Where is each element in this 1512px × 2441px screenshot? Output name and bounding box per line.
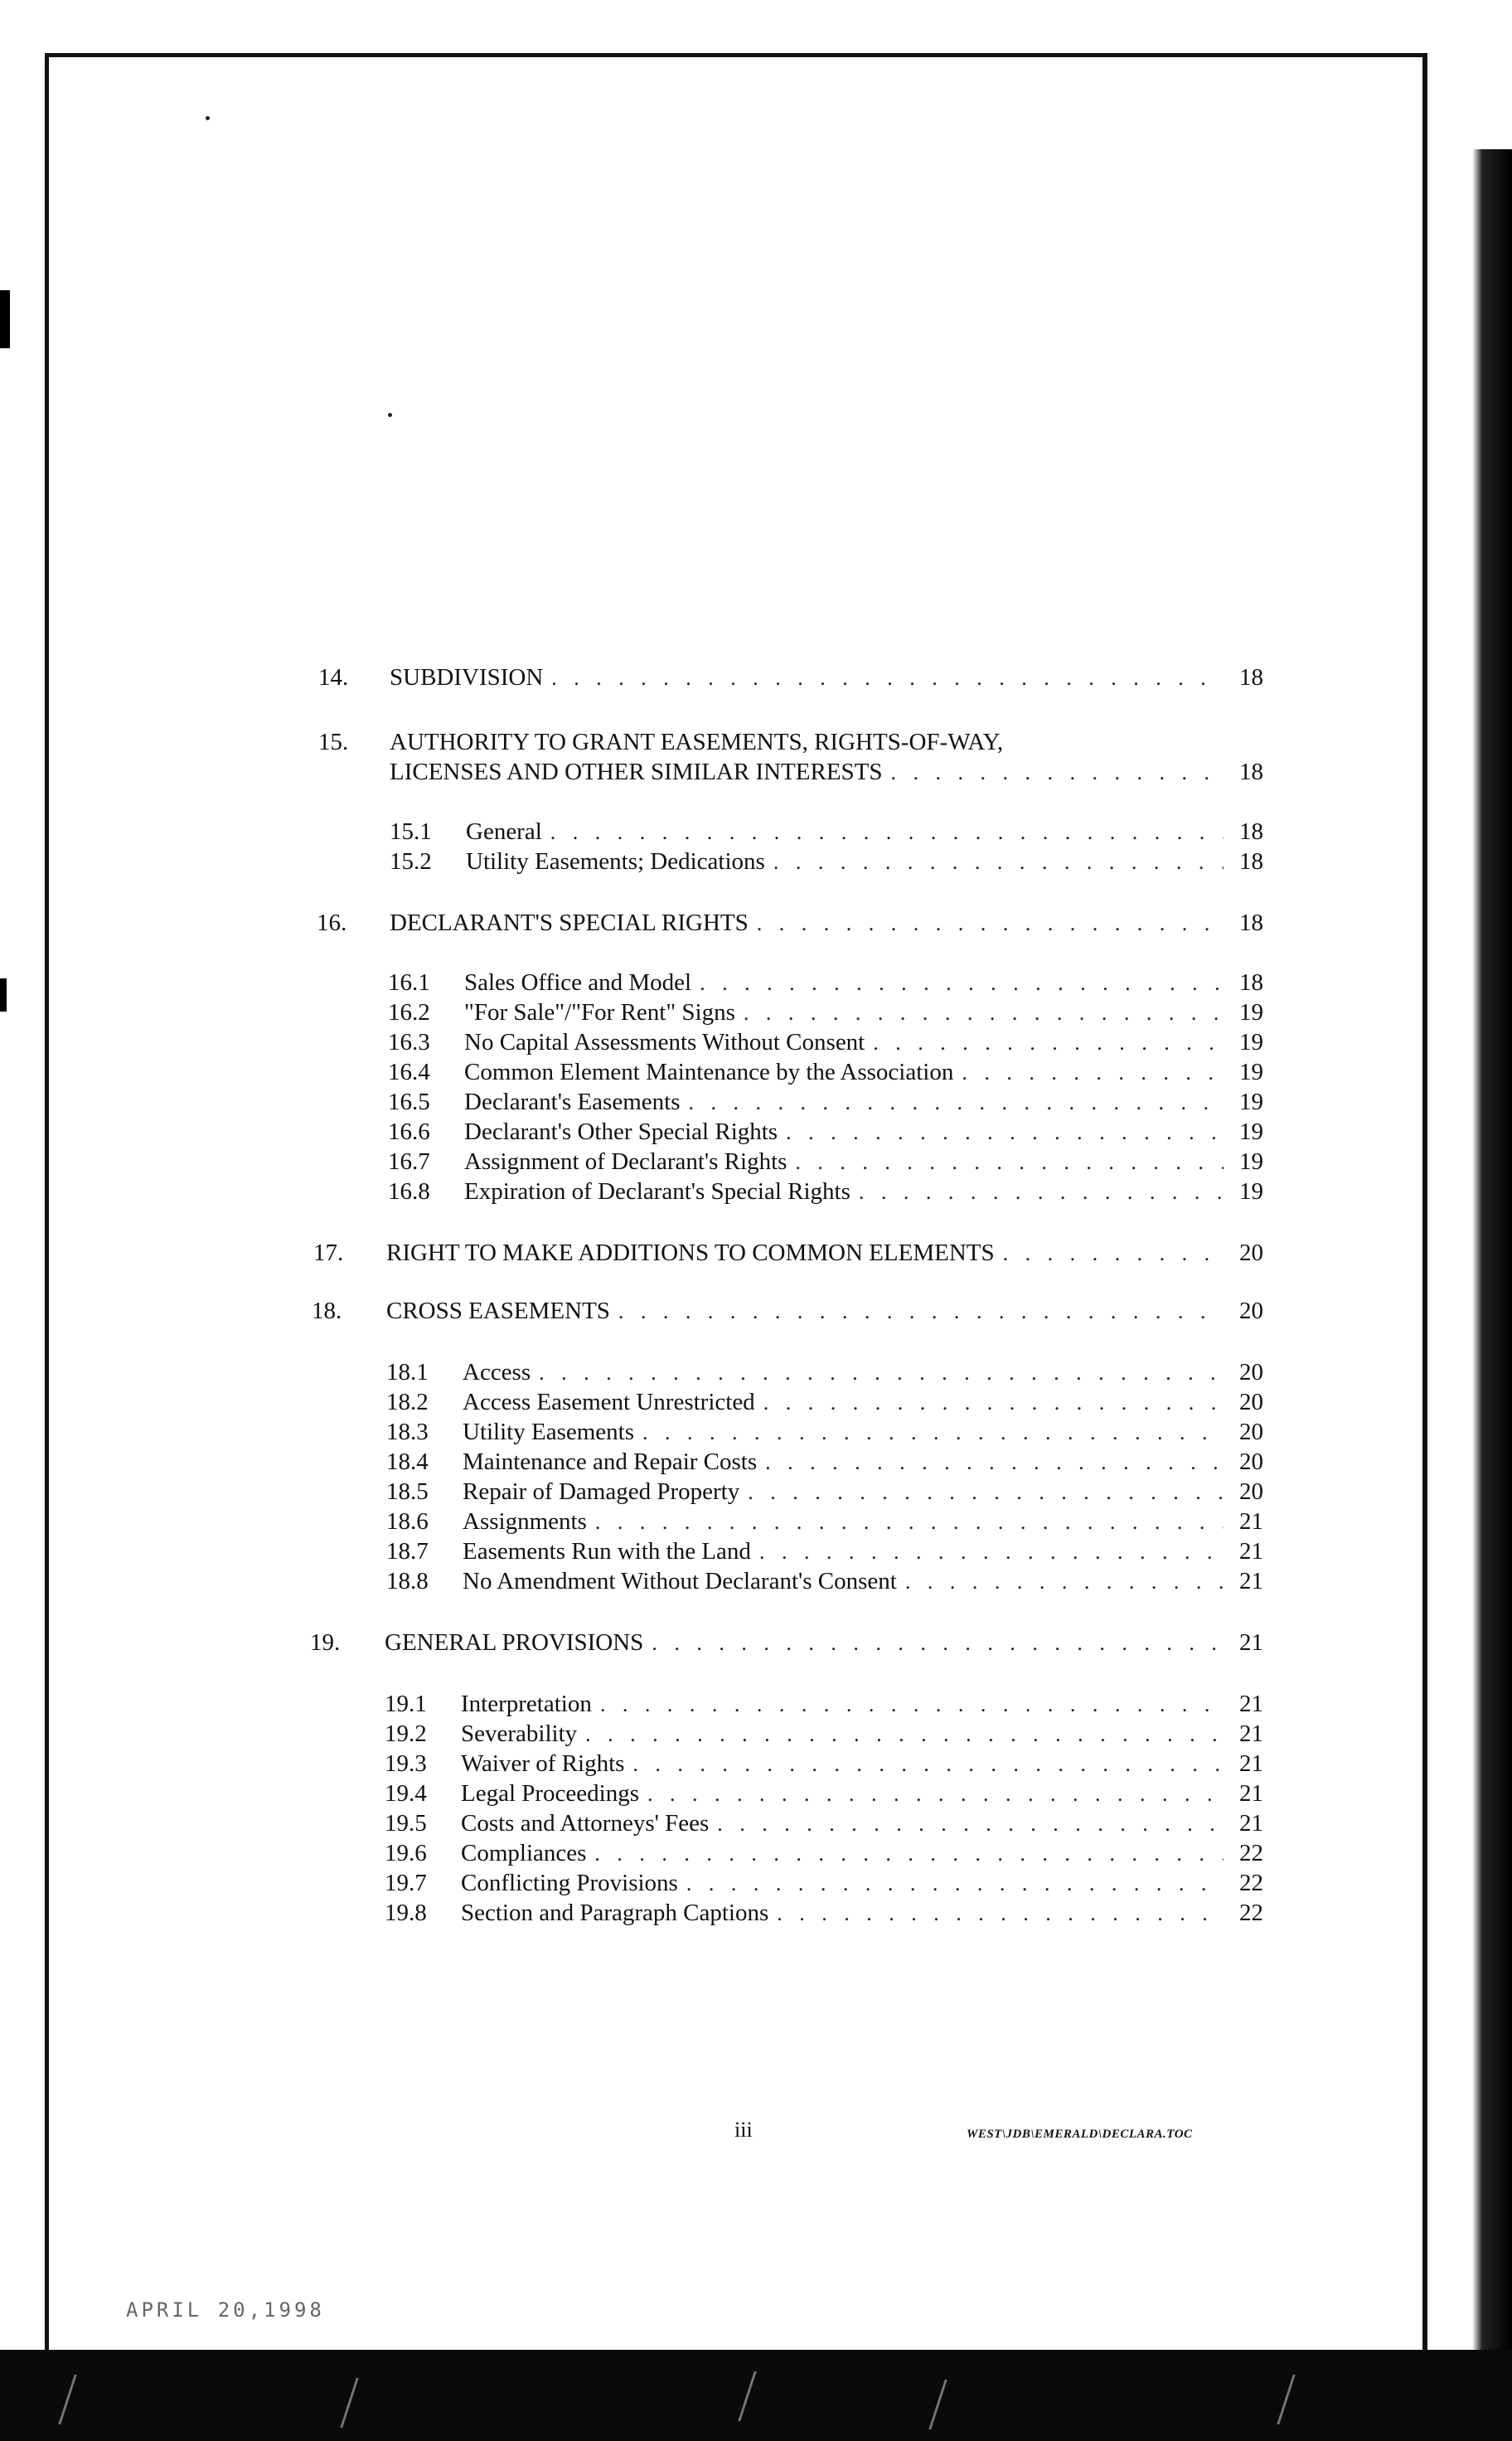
subsection-title: Repair of Damaged Property (463, 1478, 740, 1505)
section-title: SUBDIVISION (390, 664, 544, 691)
dot-leader (594, 1840, 1224, 1868)
dot-leader (873, 1029, 1224, 1057)
subsection-title: Sales Office and Model (464, 969, 692, 996)
subsection-number: 16.8 (388, 1178, 430, 1205)
toc-entry-18-4 (386, 1448, 1263, 1477)
dot-leader (595, 1508, 1224, 1536)
toc-entry-19-2 (385, 1720, 1263, 1749)
page-number: 21 (1239, 1750, 1263, 1777)
subsection-number: 19.5 (385, 1810, 427, 1837)
footer-file-path: WEST\JDB\EMERALD\DECLARA.TOC (967, 2128, 1193, 2141)
dot-leader (891, 759, 1224, 787)
page-number: 20 (1239, 1240, 1263, 1266)
toc-entry-16-5 (388, 1088, 1263, 1117)
subsection-number: 16.7 (388, 1148, 430, 1175)
toc-entry-14 (318, 663, 1263, 692)
subsection-number: 15.2 (390, 848, 432, 875)
subsection-title: Assignment of Declarant's Rights (464, 1148, 788, 1175)
toc-entry-19-7 (385, 1869, 1263, 1898)
toc-entry-18 (312, 1297, 1263, 1326)
subsection-number: 16.2 (388, 999, 430, 1026)
subsection-title: Maintenance and Repair Costs (463, 1449, 758, 1475)
scan-edge-bottom (0, 2350, 1512, 2441)
subsection-number: 19.1 (385, 1691, 427, 1717)
toc-entry-19-6 (385, 1839, 1263, 1868)
toc-entry-19-3 (385, 1749, 1263, 1779)
subsection-title: Compliances (461, 1840, 587, 1866)
dot-leader (585, 1720, 1224, 1749)
subsection-title: No Capital Assessments Without Consent (464, 1029, 865, 1056)
subsection-title: Access (463, 1359, 531, 1385)
subsection-title: Access Easement Unrestricted (463, 1389, 755, 1415)
page-number: 19 (1239, 1029, 1263, 1056)
page-number: 21 (1239, 1720, 1263, 1747)
page-number: 20 (1239, 1449, 1263, 1475)
scan-streak (58, 2375, 76, 2424)
toc-entry-19 (310, 1628, 1263, 1657)
subsection-title: Declarant's Other Special Rights (464, 1119, 778, 1145)
page-number: 21 (1239, 1780, 1263, 1807)
section-title: LICENSES AND OTHER SIMILAR INTERESTS (390, 759, 883, 785)
page-number: 19 (1239, 1178, 1263, 1205)
subsection-number: 19.2 (385, 1720, 427, 1747)
toc-entry-19-8 (385, 1899, 1263, 1928)
dot-leader (686, 1870, 1224, 1898)
subsection-number: 18.5 (386, 1478, 429, 1505)
dot-leader (1003, 1240, 1224, 1268)
dot-leader (773, 848, 1224, 876)
page-number: 18 (1239, 848, 1263, 875)
toc-entry-16-6 (388, 1118, 1263, 1147)
scan-streak (1277, 2375, 1295, 2424)
subsection-number: 18.4 (386, 1449, 429, 1475)
dot-leader (642, 1419, 1224, 1447)
section-title: DECLARANT'S SPECIAL RIGHTS (390, 910, 749, 936)
dot-leader (647, 1780, 1224, 1808)
toc-entry-18-6 (386, 1507, 1263, 1536)
subsection-title: Legal Proceedings (461, 1780, 640, 1807)
toc-entry-18-3 (386, 1418, 1263, 1447)
section-number: 18. (312, 1298, 342, 1324)
toc-entry-18-2 (386, 1388, 1263, 1417)
dot-leader (600, 1691, 1224, 1719)
toc-entry-16-8 (388, 1177, 1263, 1206)
section-number: 14. (318, 664, 349, 691)
subsection-title: Conflicting Provisions (461, 1870, 678, 1896)
section-title: AUTHORITY TO GRANT EASEMENTS, RIGHTS-OF-WAY, (390, 729, 1004, 755)
subsection-number: 16.3 (388, 1029, 430, 1056)
dot-leader (652, 1629, 1224, 1657)
dot-leader (777, 1900, 1224, 1928)
dot-leader (550, 818, 1224, 847)
page-number: 18 (1239, 910, 1263, 936)
toc-entry-15-line1 (318, 728, 1263, 756)
dot-leader (700, 969, 1224, 997)
dot-leader (757, 910, 1224, 938)
section-title: GENERAL PROVISIONS (385, 1629, 644, 1656)
subsection-number: 18.3 (386, 1419, 429, 1445)
subsection-title: "For Sale"/"For Rent" Signs (464, 999, 735, 1026)
dot-leader (759, 1538, 1224, 1566)
dot-leader (962, 1059, 1224, 1087)
page-number: 18 (1239, 969, 1263, 996)
subsection-number: 19.8 (385, 1900, 427, 1926)
page-number: 21 (1239, 1629, 1263, 1656)
subsection-number: 18.1 (386, 1359, 429, 1385)
section-title: RIGHT TO MAKE ADDITIONS TO COMMON ELEMENTS (386, 1240, 995, 1266)
page-number: 19 (1239, 999, 1263, 1026)
toc-entry-18-5 (386, 1478, 1263, 1507)
toc-entry-15-1 (390, 818, 1263, 847)
subsection-number: 16.4 (388, 1059, 430, 1085)
page-number: 22 (1239, 1840, 1263, 1866)
page-number: 18 (1239, 664, 1263, 691)
page-number: 21 (1239, 1691, 1263, 1717)
toc-entry-18-1 (386, 1358, 1263, 1387)
subsection-number: 18.2 (386, 1389, 429, 1415)
page-number: 21 (1239, 1508, 1263, 1535)
subsection-title: Common Element Maintenance by the Association (464, 1059, 954, 1085)
subsection-title: Section and Paragraph Captions (461, 1900, 769, 1926)
page-number: 19 (1239, 1059, 1263, 1085)
dot-leader (551, 664, 1224, 692)
toc-entry-19-5 (385, 1809, 1263, 1838)
toc-entry-16-1 (388, 968, 1263, 997)
subsection-title: Utility Easements (463, 1419, 634, 1445)
page-number: 21 (1239, 1568, 1263, 1594)
toc-entry-16-2 (388, 998, 1263, 1027)
page-number: 20 (1239, 1359, 1263, 1385)
page-number: 21 (1239, 1538, 1263, 1565)
subsection-number: 19.7 (385, 1870, 427, 1896)
scan-streak (928, 2380, 947, 2429)
section-number: 17. (313, 1240, 344, 1266)
subsection-title: Expiration of Declarant's Special Rights (464, 1178, 850, 1205)
subsection-number: 18.8 (386, 1568, 429, 1594)
subsection-title: General (466, 818, 542, 845)
subsection-number: 16.5 (388, 1089, 430, 1115)
dot-leader (744, 999, 1224, 1027)
page-number: 20 (1239, 1298, 1263, 1324)
subsection-title: Utility Easements; Dedications (466, 848, 765, 875)
dot-leader (539, 1359, 1224, 1387)
page-number: 22 (1239, 1900, 1263, 1926)
page-number: 18 (1239, 759, 1263, 785)
dot-leader (748, 1478, 1224, 1507)
toc-entry-18-7 (386, 1537, 1263, 1566)
page-number: 19 (1239, 1148, 1263, 1175)
dot-leader (688, 1089, 1224, 1117)
subsection-number: 18.6 (386, 1508, 429, 1535)
page-number: 20 (1239, 1419, 1263, 1445)
subsection-title: Costs and Attorneys' Fees (461, 1810, 710, 1837)
page-number: 22 (1239, 1870, 1263, 1896)
page-number: 18 (1239, 818, 1263, 845)
page-number: 19 (1239, 1119, 1263, 1145)
toc-entry-16-7 (388, 1148, 1263, 1177)
dot-leader (795, 1148, 1224, 1177)
toc-entry-18-8 (386, 1567, 1263, 1596)
subsection-title: Interpretation (461, 1691, 592, 1717)
toc-entry-19-1 (385, 1690, 1263, 1719)
toc-entry-16-4 (388, 1058, 1263, 1087)
date-stamp: APRIL 20,1998 (126, 2298, 325, 2322)
dot-leader (905, 1568, 1224, 1596)
page-number: 20 (1239, 1389, 1263, 1415)
subsection-title: Easements Run with the Land (463, 1538, 751, 1565)
toc-entry-16-3 (388, 1028, 1263, 1057)
subsection-number: 15.1 (390, 818, 432, 845)
subsection-title: Severability (461, 1720, 578, 1747)
toc-entry-17 (313, 1239, 1263, 1268)
section-number: 16. (317, 910, 347, 936)
subsection-number: 19.3 (385, 1750, 427, 1777)
subsection-title: Waiver of Rights (461, 1750, 625, 1777)
section-number: 19. (310, 1629, 341, 1656)
section-number: 15. (318, 729, 349, 755)
subsection-number: 18.7 (386, 1538, 429, 1565)
dot-leader (618, 1298, 1224, 1326)
toc-entry-15 (390, 758, 1263, 787)
subsection-number: 19.6 (385, 1840, 427, 1866)
footer-page-number: iii (734, 2118, 753, 2142)
toc-entry-19-4 (385, 1779, 1263, 1808)
page-number: 20 (1239, 1478, 1263, 1505)
subsection-title: Assignments (463, 1508, 587, 1535)
page-number: 19 (1239, 1089, 1263, 1115)
dot-leader (632, 1750, 1224, 1779)
page-number: 21 (1239, 1810, 1263, 1837)
toc-entry-15-2 (390, 847, 1263, 876)
dot-leader (786, 1119, 1224, 1147)
subsection-number: 19.4 (385, 1780, 427, 1807)
scan-streak (738, 2371, 756, 2421)
subsection-title: No Amendment Without Declarant's Consent (463, 1568, 897, 1594)
scan-streak (340, 2378, 358, 2428)
dot-leader (765, 1449, 1224, 1477)
toc-entry-16 (317, 909, 1263, 938)
dot-leader (859, 1178, 1224, 1206)
dot-leader (763, 1389, 1224, 1417)
subsection-title: Declarant's Easements (464, 1089, 681, 1115)
section-title: CROSS EASEMENTS (386, 1298, 610, 1324)
subsection-number: 16.1 (388, 969, 430, 996)
dot-leader (717, 1810, 1224, 1838)
subsection-number: 16.6 (388, 1119, 430, 1145)
